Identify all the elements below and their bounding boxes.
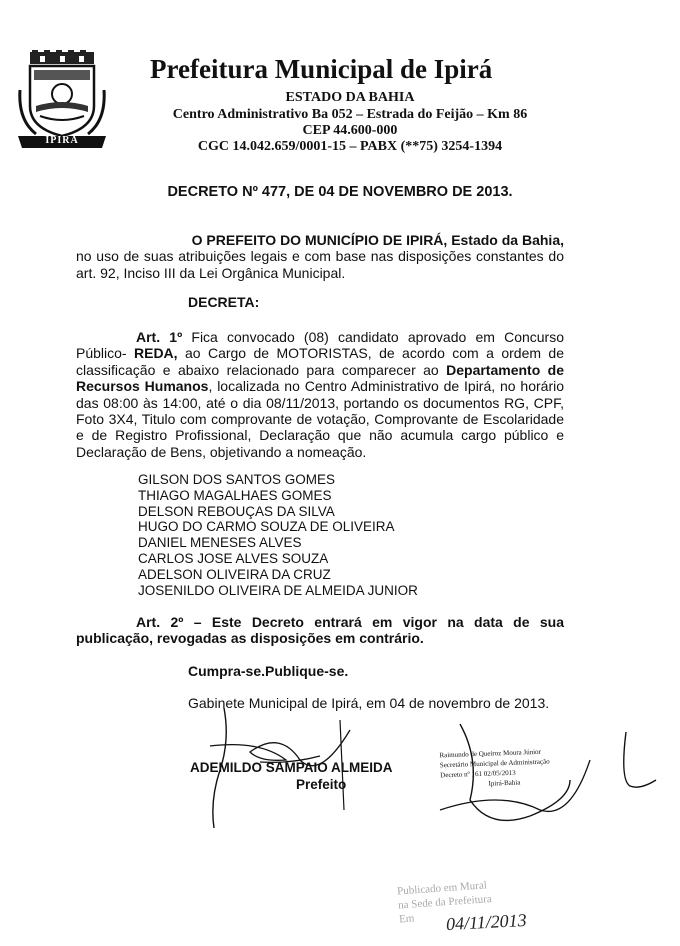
- article-1-text-2: ao Cargo de MOTORISTAS, de acordo com a ordem de classificação e abaixo relacionado para comparecer ao: [76, 345, 565, 378]
- list-item: HUGO DO CARMO SOUZA DE OLIVEIRA: [138, 519, 395, 535]
- signer-title: Prefeito: [296, 777, 347, 792]
- decreta-heading: DECRETA:: [188, 294, 260, 310]
- signer-name: ADEMILDO SAMPAIO ALMEIDA: [190, 760, 393, 775]
- preamble-text: no uso de suas atribuições legais e com base nas disposições constantes do art. 92, Inciso III da Lei Orgânica Municipal.: [76, 248, 564, 281]
- state-line: ESTADO DA BAHIA: [285, 90, 415, 105]
- decree-title: DECRETO Nº 477, DE 04 DE NOVEMBRO DE 2013.: [167, 184, 513, 200]
- pub-stamp-line: Publicado em Mural: [396, 879, 488, 898]
- list-item: DELSON REBOUÇAS DA SILVA: [138, 503, 335, 519]
- address-line: Centro Administrativo Ba 052 – Estrada do Feijão – Km 86: [172, 107, 528, 122]
- pub-stamp-line: Em: [398, 912, 415, 926]
- article-1-label: Art. 1º: [136, 329, 183, 345]
- cgc-line: CGC 14.042.659/0001-15 – PABX (**75) 3254-1394: [197, 139, 503, 154]
- preamble: [76, 232, 564, 281]
- list-item: CARLOS JOSE ALVES SOUZA: [138, 550, 329, 566]
- article-2: Art. 2º – Este Decreto entrará em vigor na data de sua publicação, revogadas as disposições em contrário.: [76, 614, 564, 647]
- list-item: GILSON DOS SANTOS GOMES: [138, 472, 336, 487]
- article-1-text-1: Fica convocado (08) candidato aprovado em Concurso Público-: [76, 329, 565, 362]
- list-item: ADELSON OLIVEIRA DA CRUZ: [138, 566, 331, 582]
- place-date: Gabinete Municipal de Ipirá, em 04 de novembro de 2013.: [188, 695, 550, 711]
- institution-name: Prefeitura Municipal de Ipirá: [150, 54, 493, 84]
- stamp-line: Decreto nº 161 02/05/2013: [440, 768, 516, 780]
- cep-line: CEP 44.600-000: [302, 123, 398, 138]
- list-item: JOSENILDO OLIVEIRA DE ALMEIDA JUNIOR: [138, 582, 418, 598]
- candidate-list: [138, 472, 418, 598]
- list-item: THIAGO MAGALHAES GOMES: [138, 487, 332, 503]
- stamp-line: Ipirá-Bahia: [488, 778, 521, 788]
- municipal-crest: [16, 50, 108, 150]
- secretary-signature: [420, 720, 660, 840]
- preamble-bold: O PREFEITO DO MUNICÍPIO DE IPIRÁ, Estado da Bahia,: [191, 232, 564, 248]
- stamp-line: Raimundo de Queiroz Moura Júnior: [439, 747, 542, 760]
- list-item: DANIEL MENESES ALVES: [138, 535, 302, 551]
- stamp-line: Secretário Municipal de Administração: [439, 757, 550, 770]
- article-1-bold-2: Departamento de Recursos Humanos: [76, 361, 564, 395]
- article-1-text-3: , localizada no Centro Administrativo de Ipirá, no horário das 08:00 às 14:00, até o dia 08/11/2013, portando os documentos RG, CPF, Foto 3X4, Titulo com comprovante de votação, Comprovante de Escolaridade e de Registro Profissional, Declaração que não acumula cargo público e Declaração de Bens, objetivando a nomeação.: [76, 378, 565, 460]
- article-1-bold-1: REDA,: [134, 345, 178, 362]
- crest-caption: IPIRÁ: [45, 135, 79, 146]
- publication-date: 04/11/2013: [445, 909, 528, 935]
- pub-stamp-line: na Sede da Prefeitura: [397, 893, 493, 912]
- article-1: [76, 329, 564, 460]
- closing-formula: Cumpra-se.Publique-se.: [188, 663, 349, 679]
